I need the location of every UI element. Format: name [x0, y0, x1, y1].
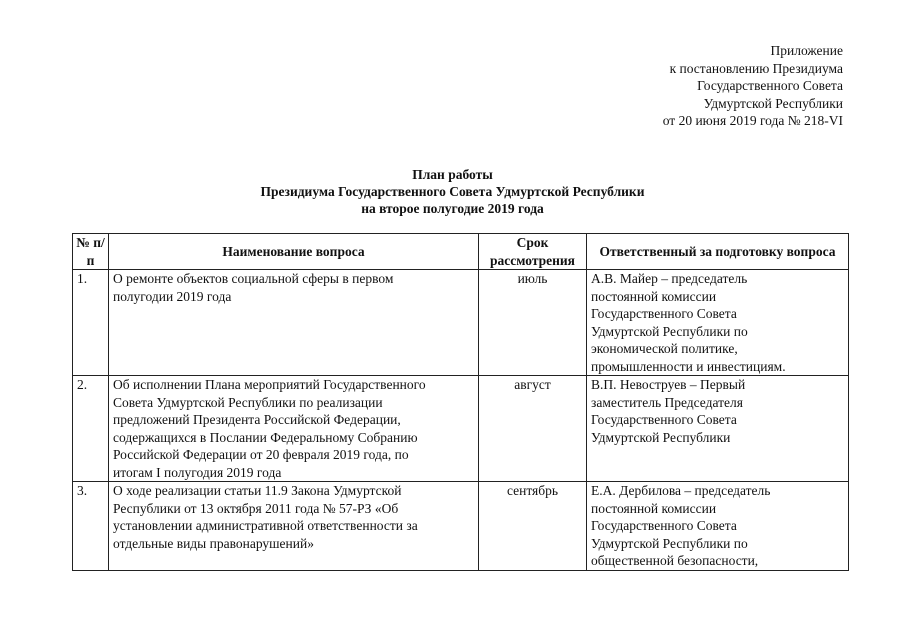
row-responsible [587, 376, 849, 482]
plan-table [72, 233, 849, 571]
document-title [0, 166, 905, 217]
cell-line: Об исполнении Плана мероприятий Государственного [113, 377, 426, 392]
row-term: июль [479, 270, 587, 376]
cell-line: итогам I полугодия 2019 года [113, 464, 282, 480]
table-header-row [73, 234, 849, 270]
cell-line: Российской Федерации от 20 февраля 2019 года, по [113, 447, 409, 462]
cell-line: Совета Удмуртской Республики по реализации [113, 394, 383, 410]
header-num [73, 234, 109, 270]
header-text: Ответственный [599, 243, 697, 259]
cell-line: В.П. Невоструев – Первый [591, 377, 746, 392]
title-line: Президиума Государственного Совета Удмуртской Республики [260, 184, 645, 199]
cell-line: содержащихся в Послании Федеральному Собранию [113, 429, 418, 445]
row-number: 1. [73, 270, 109, 376]
row-term: август [479, 376, 587, 482]
appendix-line: к постановлению Президиума [669, 60, 843, 76]
header-name: Наименование вопроса [109, 234, 479, 270]
cell-line: общественной безопасности, [591, 553, 759, 568]
header-responsible [587, 234, 849, 270]
title-line: План работы [412, 167, 493, 182]
row-responsible [587, 482, 849, 571]
cell-line: Удмуртской Республики [591, 429, 731, 445]
header-text: за подготовку вопроса [699, 243, 836, 259]
row-issue [109, 270, 479, 376]
cell-line: Республики от 13 октября 2011 года № 57-РЗ «Об [113, 500, 399, 516]
cell-line: заместитель Председателя [591, 394, 743, 410]
cell-line: экономической политике, [591, 341, 738, 356]
table-row [73, 376, 849, 482]
cell-line: промышленности и инвестициям. [591, 358, 786, 374]
row-responsible [587, 270, 849, 376]
cell-line: Государственного Совета [591, 306, 737, 321]
cell-line: постоянной комиссии [591, 288, 717, 304]
header-text: Срок [516, 235, 549, 250]
appendix-block [663, 42, 843, 130]
cell-line: О ремонте объектов социальной сферы в первом [113, 271, 394, 286]
table-row [73, 270, 849, 376]
cell-line: Удмуртской Республики по [591, 535, 748, 551]
appendix-line: от 20 июня 2019 года № 218-VI [662, 113, 843, 128]
row-number: 3. [73, 482, 109, 571]
appendix-line: Удмуртской Республики [703, 95, 843, 111]
cell-line: постоянной комиссии [591, 500, 717, 516]
cell-line: полугодии 2019 года [113, 288, 232, 304]
row-issue [109, 482, 479, 571]
row-term: сентябрь [479, 482, 587, 571]
cell-line: О ходе реализации статьи 11.9 Закона Удмуртской [113, 483, 402, 498]
header-text: п/п [86, 235, 105, 268]
cell-line: А.В. Майер – председатель [591, 271, 748, 286]
cell-line: отдельные виды правонарушений» [113, 535, 314, 551]
cell-line: предложений Президента Российской Федерации, [113, 412, 401, 427]
cell-line: Государственного Совета [591, 412, 737, 427]
cell-line: установлении административной ответственности за [113, 518, 418, 533]
cell-line: Е.А. Дербилова – председатель [591, 483, 771, 498]
header-term [479, 234, 587, 270]
cell-line: Удмуртской Республики по [591, 323, 748, 339]
appendix-line: Государственного Совета [697, 78, 843, 93]
cell-line: Государственного Совета [591, 518, 737, 533]
header-text: № [76, 235, 90, 250]
table-row [73, 482, 849, 571]
row-issue [109, 376, 479, 482]
row-number: 2. [73, 376, 109, 482]
title-line: на второе полугодие 2019 года [361, 201, 544, 216]
header-text: рассмотрения [490, 252, 575, 268]
appendix-line: Приложение [770, 43, 843, 58]
